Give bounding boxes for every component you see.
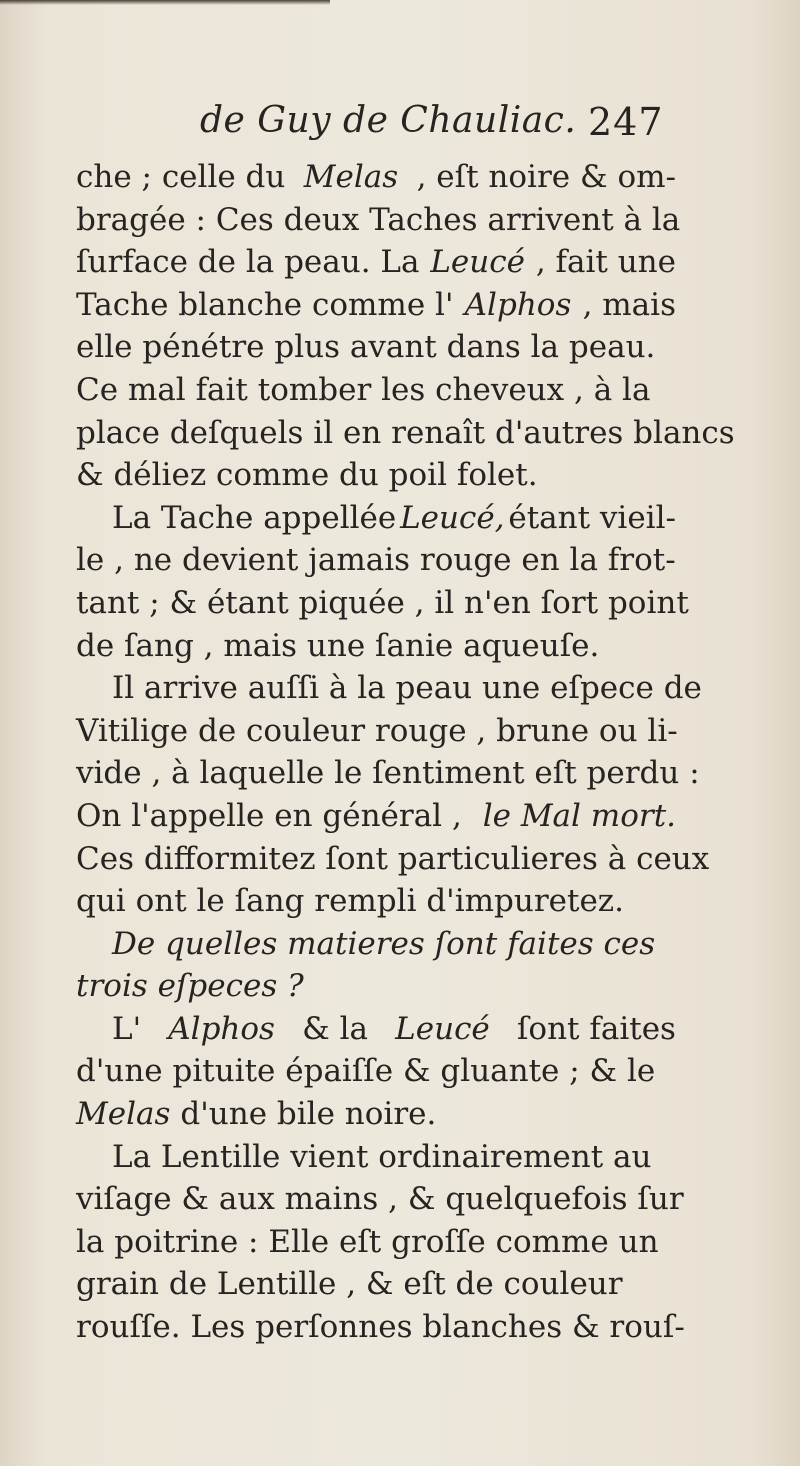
text-line: [76, 1178, 684, 1221]
question-text: De quelles matieres ſont faites ces: [112, 925, 656, 962]
text-line: [76, 1263, 676, 1306]
text-line: [76, 199, 681, 242]
text-segment: La Tache appellée: [112, 499, 397, 536]
text-segment: de ſang , mais une ſanie aqueuſe.: [76, 627, 600, 664]
text-line: [76, 156, 676, 199]
text-line: [76, 1050, 676, 1093]
text-segment: d'une bile noire.: [180, 1096, 437, 1133]
term-leuce: Leucé: [430, 244, 525, 281]
text-line: [76, 369, 676, 412]
term-alphos: Alphos: [168, 1010, 275, 1047]
text-segment: ſont faites: [516, 1010, 676, 1047]
text-segment: La Lentille vient ordinairement au: [112, 1138, 652, 1175]
text-segment: & déliez comme du poil folet.: [76, 457, 538, 494]
text-line: [76, 880, 676, 923]
text-segment: rouſſe. Les perſonnes blanches & rouſ-: [76, 1309, 685, 1346]
text-segment: grain de Lentille , & eſt de couleur: [76, 1266, 623, 1303]
text-segment: , eſt noire & om-: [416, 159, 676, 195]
text-segment: bragée : Ces deux Taches arrivent à la: [76, 201, 681, 238]
text-line: [76, 1136, 676, 1179]
text-line: [76, 582, 689, 625]
term-leuce: Leucé: [395, 1010, 490, 1047]
text-segment: L': [112, 1010, 142, 1047]
text-segment: d'une pituite épaiſſe & gluante ; & le: [76, 1053, 656, 1090]
text-line: [76, 1306, 685, 1349]
term-melas: Melas: [303, 159, 399, 195]
term-alphos: Alphos: [464, 286, 572, 323]
text-line: [76, 454, 676, 497]
text-segment: Tache blanche comme l': [76, 286, 454, 323]
text-line: [76, 412, 735, 455]
text-line: [76, 1093, 676, 1136]
page-edge-shadow: [0, 0, 330, 5]
text-segment: Ce mal fait tomber les cheveux , à la: [76, 371, 651, 408]
page-header: [0, 100, 800, 156]
text-line: [76, 1008, 676, 1051]
text-segment: elle pénétre plus avant dans la peau.: [76, 329, 656, 366]
text-segment: viſage & aux mains , & quelquefois ſur: [76, 1181, 684, 1218]
text-segment: vide , à laquelle le ſentiment eſt perdu :: [76, 755, 700, 792]
text-line: [76, 838, 710, 881]
text-line: [76, 497, 676, 540]
text-segment: le , ne devient jamais rouge en la frot-: [76, 542, 676, 579]
text-segment: , fait une: [535, 244, 676, 281]
text-segment: qui ont le ſang rempli d'impuretez.: [76, 883, 624, 920]
text-segment: , mais: [582, 286, 676, 323]
question-line: [76, 923, 676, 966]
page-number: 247: [588, 100, 664, 144]
text-segment: Ces difformitez ſont particulieres à ceux: [76, 840, 710, 877]
text-line: [76, 326, 676, 369]
text-segment: & la: [302, 1010, 368, 1047]
text-segment: place deſquels il en renaît d'autres blancs: [76, 414, 735, 451]
text-line: [76, 625, 676, 668]
text-line: [76, 1221, 676, 1264]
term-mal-mort: le Mal mort.: [482, 797, 676, 834]
text-line: [76, 241, 676, 284]
term-melas: Melas: [76, 1096, 171, 1133]
text-line: [76, 795, 676, 838]
text-segment: Vitilige de couleur rouge , brune ou li-: [76, 712, 678, 749]
term-leuce: Leucé,: [400, 499, 505, 536]
text-segment: la poitrine : Elle eſt groſſe comme un: [76, 1223, 659, 1260]
text-segment: tant ; & étant piquée , il n'en ſort point: [76, 584, 689, 621]
question-text: trois eſpeces ?: [76, 968, 304, 1005]
text-line: [76, 710, 676, 753]
text-line: [76, 539, 676, 582]
running-head: de Guy de Chauliac.: [200, 100, 577, 141]
text-line: [76, 284, 676, 327]
text-segment: On l'appelle en général ,: [76, 797, 462, 834]
text-segment: Il arrive auſſi à la peau une eſpece de: [112, 670, 702, 707]
text-line: [76, 667, 702, 710]
text-segment: che ; celle du: [76, 159, 286, 195]
text-segment: étant vieil-: [508, 499, 676, 536]
text-segment: ſurface de la peau. La: [76, 244, 420, 281]
text-line: [76, 752, 700, 795]
body-text: [76, 156, 735, 1349]
question-line: [76, 965, 676, 1008]
